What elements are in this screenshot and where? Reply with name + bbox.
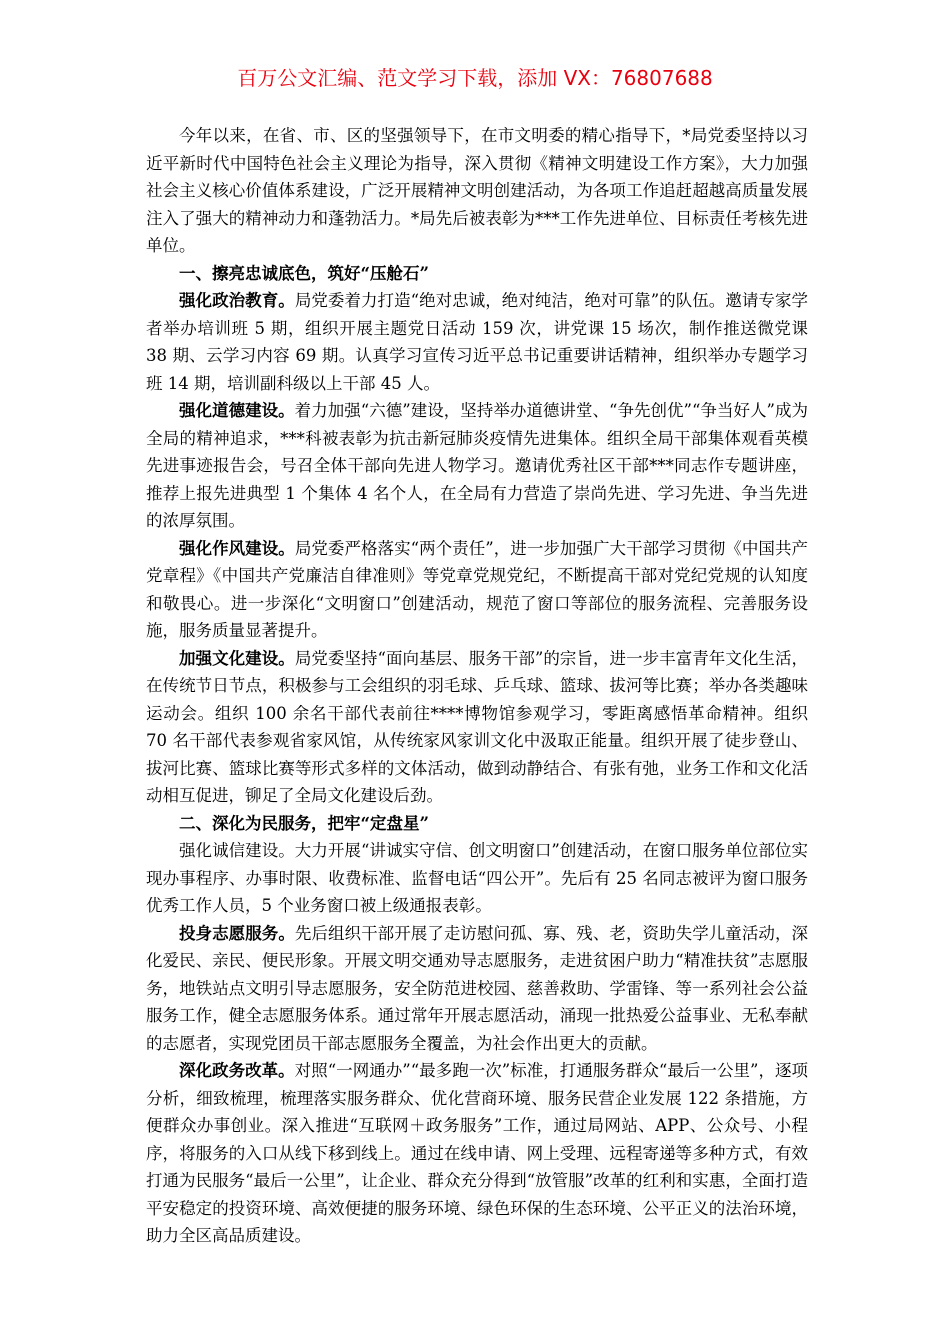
paragraph-text: 局党委严格落实“两个责任”，进一步加强广大干部学习贯彻《中国共产党章程》《中国共产党廉洁自律准则》等党章党规党纪，不断提高干部对党纪党规的认知度和敬畏心。进一步深化“文明窗口”创建活动，规范了窗口等部位的服务流程、完善服务设施，服务质量显著提升。 [146, 538, 809, 640]
section-2-paragraph-2 [146, 920, 808, 1058]
paragraph-lead: 深化政务改革。 [179, 1061, 295, 1080]
paragraph-lead: 投身志愿服务。 [179, 923, 295, 943]
section-1-paragraph-2 [146, 397, 808, 535]
paragraph-lead: 加强文化建设。 [179, 648, 295, 668]
section-1-paragraph-1 [146, 287, 808, 397]
paragraph-lead: 强化政治教育。 [179, 291, 295, 310]
section-2-heading: 二、深化为民服务，把牢“定盘星” [179, 813, 429, 833]
section-1-heading: 一、擦亮忠诚底色，筑好“压舱石” [179, 263, 429, 283]
paragraph-text: 局党委坚持“面向基层、服务干部”的宗旨，进一步丰富青年文化生活，在传统节日节点，积极参与工会组织的羽毛球、乒乓球、篮球、拔河等比赛；举办各类趣味运动会。组织 100 余名干部代表前往****博物馆参观学习，零距离感悟革命精神。组织 70 名干部代表参观省家风馆，从传统家风家训文化中汲取正能量。组织开展了徒步登山、拔河比赛、篮球比赛等形式多样的文体活动，做到动静结合、有张有弛，业务工作和文化活动相互促进，铆足了全局文化建设后劲。 [146, 648, 809, 805]
document-body [146, 122, 808, 1250]
paragraph-lead: 强化道德建设。 [179, 401, 295, 420]
paragraph-text: 强化诚信建设。大力开展“讲诚实守信、创文明窗口”创建活动，在窗口服务单位部位实现办事程序、办事时限、收费标准、监督电话“四公开”。先后有 25 名同志被评为窗口服务优秀工作人员，5 个业务窗口被上级通报表彰。 [146, 841, 808, 915]
intro-paragraph: 今年以来，在省、市、区的坚强领导下，在市文明委的精心指导下，*局党委坚持以习近平新时代中国特色社会主义理论为指导，深入贯彻《精神文明建设工作方案》，大力加强社会主义核心价值体系建设，广泛开展精神文明创建活动，为各项工作追赶超越高质量发展注入了强大的精神动力和蓬勃活力。*局先后被表彰为***工作先进单位、目标责任考核先进单位。 [146, 126, 808, 255]
paragraph-lead: 强化作风建设。 [179, 538, 295, 558]
paragraph-text: 先后组织干部开展了走访慰问孤、寡、残、老，资助失学儿童活动，深化爱民、亲民、便民形象。开展文明交通劝导志愿服务，走进贫困户助力“精准扶贫”志愿服务，地铁站点文明引导志愿服务，安全防范进校园、慈善救助、学雷锋、等一系列社会公益服务工作，健全志愿服务体系。通过常年开展志愿活动，涌现一批热爱公益事业、无私奉献的志愿者，实现党团员干部志愿服务全覆盖，为社会作出更大的贡献。 [146, 923, 809, 1053]
paragraph-text: 局党委着力打造“绝对忠诚，绝对纯洁，绝对可靠”的队伍。邀请专家学者举办培训班 5 期，组织开展主题党日活动 159 次，讲党课 15 场次，制作推送微党课 38 期、云学习内容 69 期。认真学习宣传习近平总书记重要讲话精神，组织举办专题学习班 14 期，培训副科级以上干部 45 人。 [146, 291, 809, 393]
section-2-paragraph-1 [146, 837, 808, 920]
watermark-header: 百万公文汇编、范文学习下载，添加 VX：76807688 [237, 66, 713, 90]
paragraph-text: 对照“一网通办”“最多跑一次”标准，打通服务群众“最后一公里”，逐项分析，细致梳理，梳理落实服务群众、优化营商环境、服务民营企业发展 122 条措施，方便群众办事创业。深入推进“互联网＋政务服务”工作，通过局网站、APP、公众号、小程序，将服务的入口从线下移到线上。通过在线申请、网上受理、远程寄递等多种方式，有效打通为民服务“最后一公里”，让企业、群众充分得到“放管服”改革的红利和实惠，全面打造平安稳定的投资环境、高效便捷的服务环境、绿色环保的生态环境、公平正义的法治环境，助力全区高品质建设。 [146, 1061, 809, 1245]
section-1-paragraph-3 [146, 535, 808, 645]
section-2-paragraph-3 [146, 1057, 808, 1250]
paragraph-text: 着力加强“六德”建设，坚持举办道德讲堂、“争先创优”“争当好人”成为全局的精神追求，***科被表彰为抗击新冠肺炎疫情先进集体。组织全局干部集体观看英模先进事迹报告会，号召全体干部向先进人物学习。邀请优秀社区干部***同志作专题讲座，推荐上报先进典型 1 个集体 4 名个人，在全局有力营造了崇尚先进、学习先进、争当先进的浓厚氛围。 [146, 401, 809, 530]
section-1-paragraph-4 [146, 645, 808, 810]
